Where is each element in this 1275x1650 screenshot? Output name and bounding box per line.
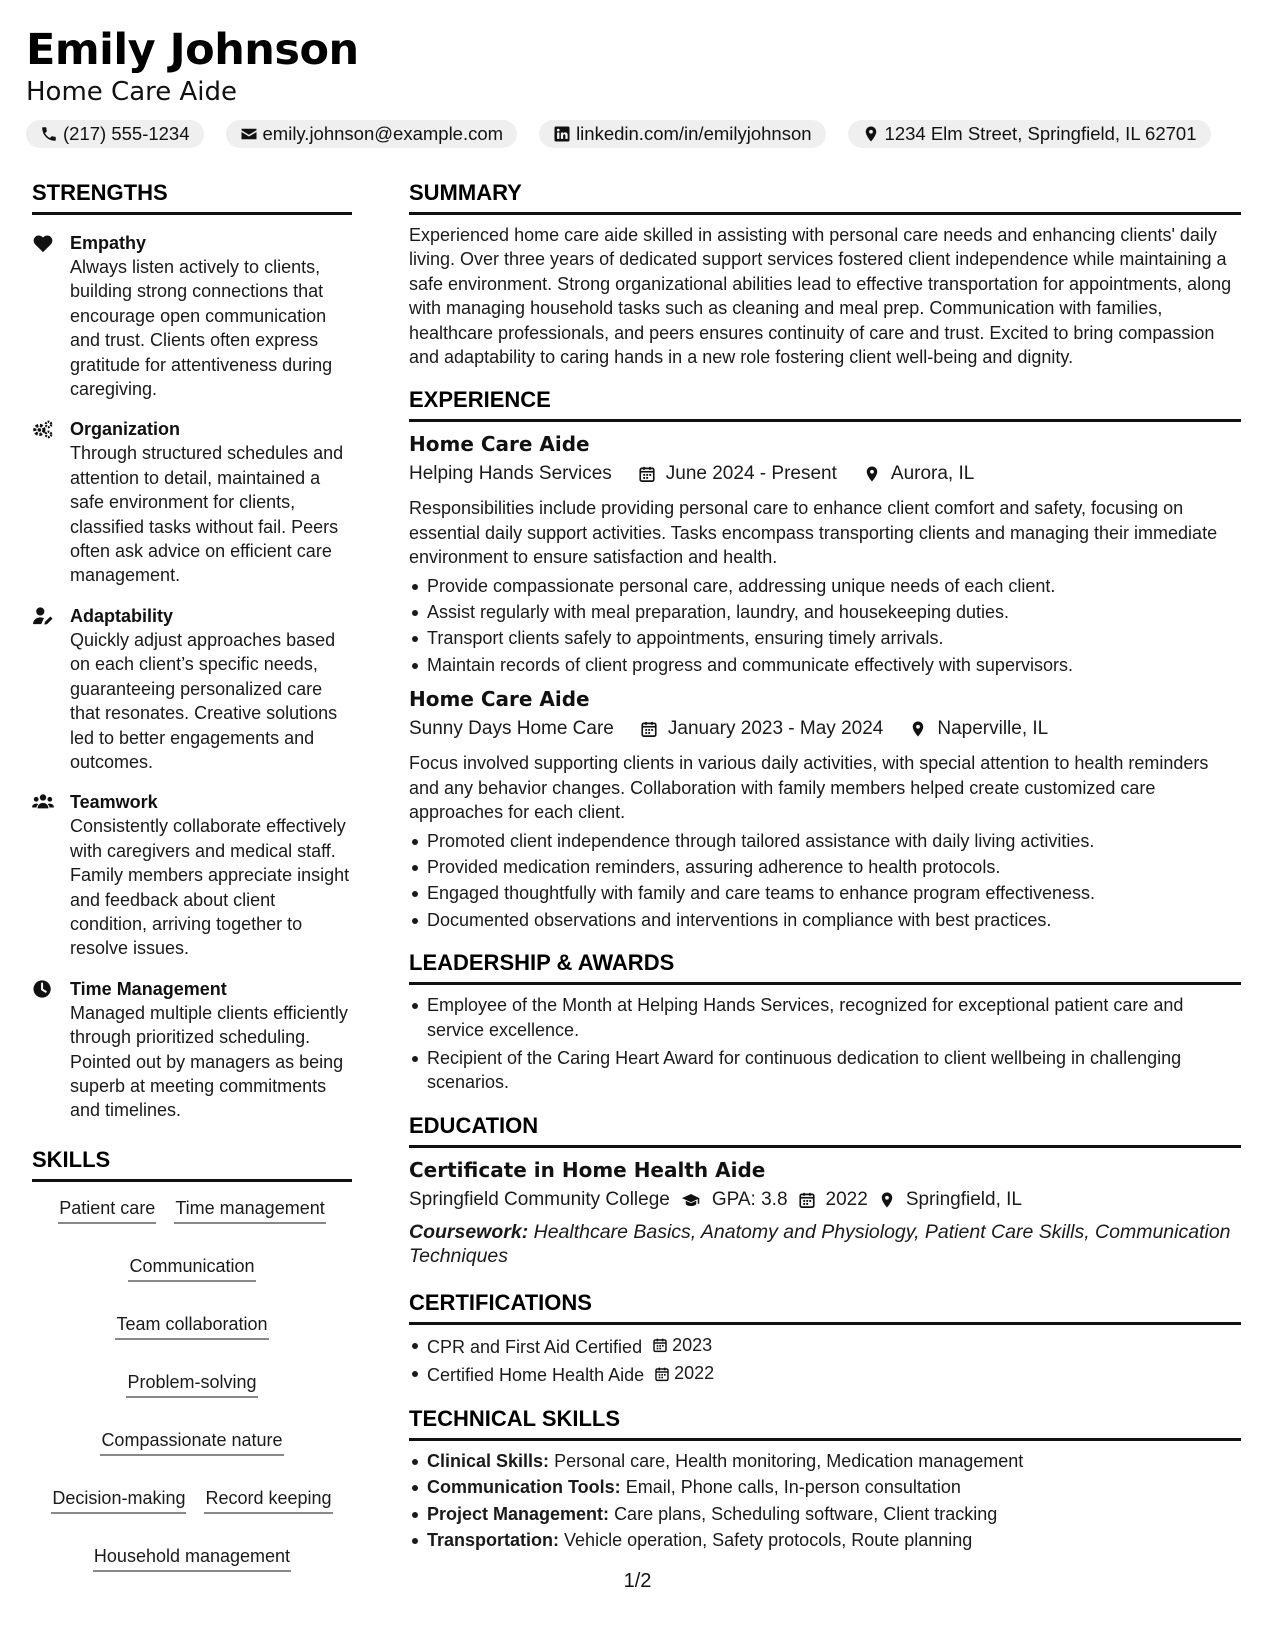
- job-location: Naperville, IL: [937, 718, 1049, 740]
- strength-item: [32, 417, 352, 587]
- strength-item: [32, 977, 352, 1123]
- graduation-cap-icon: [680, 1191, 702, 1209]
- map-pin-icon: [909, 720, 927, 738]
- certification-item: [409, 1333, 1241, 1360]
- award-item: Employee of the Month at Helping Hands Services, recognized for exceptional patient care and service excellence.: [409, 993, 1241, 1042]
- strength-title: Empathy: [70, 233, 147, 253]
- skill-tag: Problem-solving: [126, 1368, 257, 1398]
- contact-email[interactable]: [226, 120, 518, 148]
- strength-item: [32, 790, 352, 960]
- job-location: Aurora, IL: [890, 463, 975, 485]
- job-company: Helping Hands Services: [409, 463, 612, 485]
- job-bullet: Provide compassionate personal care, addressing unique needs of each client.: [409, 574, 1241, 598]
- job-company: Sunny Days Home Care: [409, 718, 614, 740]
- job-bullet: Promoted client independence through tailored assistance with daily living activities.: [409, 829, 1241, 853]
- technical-skill-item: [409, 1449, 1241, 1473]
- technical-skill-value: Email, Phone calls, In-person consultation: [625, 1477, 961, 1498]
- page-number: 1/2: [623, 1570, 652, 1592]
- gpa: GPA: 3.8: [711, 1188, 788, 1210]
- education-heading: EDUCATION: [409, 1113, 1241, 1148]
- phone-icon: [40, 125, 58, 143]
- certifications-heading: CERTIFICATIONS: [409, 1290, 1241, 1325]
- certification-item: [409, 1361, 1241, 1388]
- job-bullet: Transport clients safely to appointments, ensuring timely arrivals.: [409, 626, 1241, 650]
- summary-heading: SUMMARY: [409, 180, 1241, 215]
- certification-name: Certified Home Health Aide: [427, 1365, 645, 1386]
- technical-skill-value: Personal care, Health monitoring, Medication management: [554, 1450, 1024, 1471]
- map-pin-icon: [863, 465, 881, 483]
- technical-skill-value: Vehicle operation, Safety protocols, Route planning: [564, 1530, 973, 1551]
- skill-tag: Team collaboration: [115, 1310, 268, 1340]
- certification-name: CPR and First Aid Certified: [427, 1336, 643, 1357]
- skill-tag: Household management: [93, 1542, 291, 1572]
- candidate-role: Home Care Aide: [26, 77, 238, 107]
- job-bullet: Provided medication reminders, assuring adherence to health protocols.: [409, 855, 1241, 879]
- job-bullet: Maintain records of client progress and communicate effectively with supervisors.: [409, 653, 1241, 677]
- job-description: Focus involved supporting clients in various daily activities, with special attention to health reminders and any behavior changes. Collaboration with family members helped create customized care approaches for each client.: [409, 753, 1209, 823]
- right-column: [409, 180, 1241, 1553]
- job-entry: [409, 685, 1241, 932]
- technical-skill-label: Communication Tools:: [427, 1477, 621, 1498]
- job-bullets: [409, 829, 1241, 933]
- strength-title: Teamwork: [70, 792, 158, 813]
- contact-bar: [26, 120, 1250, 148]
- strength-title: Adaptability: [70, 605, 174, 626]
- email-text: emily.johnson@example.com: [262, 123, 504, 144]
- job-title: Home Care Aide: [409, 687, 590, 712]
- strength-item: [32, 604, 352, 774]
- contact-phone[interactable]: [26, 120, 204, 148]
- heart-icon: [32, 233, 54, 253]
- left-column: [32, 180, 352, 1572]
- calendar-icon: [652, 1337, 668, 1353]
- technical-skills-list: [409, 1449, 1241, 1553]
- job-dates: June 2024 - Present: [665, 463, 837, 485]
- skill-tag: Record keeping: [204, 1484, 332, 1514]
- contact-address: [848, 120, 1211, 148]
- skill-tag: Time management: [174, 1194, 325, 1224]
- strength-title: Time Management: [70, 978, 227, 999]
- job-bullets: [409, 574, 1241, 678]
- calendar-icon: [638, 465, 656, 483]
- map-pin-icon: [878, 1191, 896, 1209]
- phone-text: (217) 555-1234: [63, 123, 190, 144]
- coursework-text: Healthcare Basics, Anatomy and Physiology, Patient Care Skills, Communication Techniques: [409, 1220, 1231, 1267]
- technical-skill-value: Care plans, Scheduling software, Client tracking: [614, 1503, 998, 1524]
- school-name: Springfield Community College: [409, 1188, 670, 1210]
- skill-tag: Compassionate nature: [100, 1426, 283, 1456]
- certification-year: 2023: [672, 1334, 713, 1355]
- strength-desc: Managed multiple clients efficiently through prioritized scheduling. Pointed out by managers as being superb at meeting commitments and timelines.: [70, 1002, 348, 1121]
- skill-tag: Patient care: [58, 1194, 156, 1224]
- linkedin-text: linkedin.com/in/emilyjohnson: [576, 123, 812, 144]
- job-bullet: Assist regularly with meal preparation, laundry, and housekeeping duties.: [409, 600, 1241, 624]
- technical-skill-label: Transportation:: [427, 1530, 560, 1551]
- job-dates: January 2023 - May 2024: [667, 718, 884, 740]
- contact-linkedin[interactable]: [539, 120, 825, 148]
- calendar-icon: [654, 1366, 670, 1382]
- job-description: Responsibilities include providing personal care to enhance client comfort and safety, focusing on essential daily support activities. Tasks encompass transporting clients and managing their immediate environment to ensure satisfaction and health.: [409, 498, 1218, 568]
- graduation-year: 2022: [825, 1188, 868, 1210]
- linkedin-icon: [553, 125, 571, 143]
- job-bullet: Engaged thoughtfully with family and care teams to enhance program effectiveness.: [409, 881, 1241, 905]
- skills-heading: SKILLS: [32, 1147, 352, 1182]
- technical-skills-heading: TECHNICAL SKILLS: [409, 1406, 1241, 1441]
- resume-header: [26, 26, 1250, 148]
- gears-icon: [32, 419, 54, 439]
- certifications-list: [409, 1333, 1241, 1388]
- job-meta: [409, 715, 1241, 743]
- candidate-name: Emily Johnson: [26, 25, 359, 75]
- summary-text: Experienced home care aide skilled in assisting with personal care needs and enhancing clients' daily living. Over three years of dedicated support services fostered client independence while maintaining a safe environment. Strong organizational abilities lead to effective transportation for appointments, along with managing household tasks such as cleaning and meal prep. Communication with families, healthcare professionals, and peers ensures continuity of care and trust. Excited to bring compassion and adaptability to caring hands in a new role fostering client well-being and dignity.: [409, 225, 1232, 368]
- awards-list: [409, 993, 1241, 1095]
- address-text: 1234 Elm Street, Springfield, IL 62701: [884, 123, 1197, 144]
- strength-desc: Quickly adjust approaches based on each client’s specific needs, guaranteeing personalized care that resonates. Creative solutions led to better engagements and outcomes.: [70, 629, 338, 772]
- envelope-icon: [240, 125, 258, 143]
- strength-desc: Through structured schedules and attention to detail, maintained a safe environment for clients, classified tasks without fail. Peers often ask advice on efficient care management.: [70, 443, 344, 586]
- education-meta: [409, 1186, 1241, 1214]
- users-icon: [32, 792, 54, 812]
- strength-item: [32, 231, 352, 401]
- school-location: Springfield, IL: [905, 1188, 1022, 1210]
- job-title: Home Care Aide: [409, 432, 590, 457]
- certification-year: 2022: [674, 1363, 715, 1384]
- technical-skill-item: [409, 1528, 1241, 1552]
- user-edit-icon: [32, 606, 54, 626]
- technical-skill-label: Clinical Skills:: [427, 1450, 550, 1471]
- clock-icon: [32, 979, 54, 999]
- skill-tag: Decision-making: [51, 1484, 186, 1514]
- job-meta: [409, 460, 1241, 488]
- leadership-heading: LEADERSHIP & AWARDS: [409, 950, 1241, 985]
- coursework: [409, 1220, 1241, 1268]
- degree-title: Certificate in Home Health Aide: [409, 1157, 766, 1182]
- calendar-icon: [798, 1191, 816, 1209]
- strength-desc: Always listen actively to clients, building strong connections that encourage open communication and trust. Clients often express gratitude for attentiveness during caregiving.: [70, 257, 333, 400]
- strengths-heading: STRENGTHS: [32, 180, 352, 215]
- technical-skill-item: [409, 1475, 1241, 1499]
- calendar-icon: [640, 720, 658, 738]
- strength-desc: Consistently collaborate effectively with caregivers and medical staff. Family members appreciate insight and feedback about client condition, arriving together to resolve issues.: [70, 816, 350, 959]
- job-entry: [409, 430, 1241, 677]
- map-pin-icon: [862, 125, 880, 143]
- strength-title: Organization: [70, 419, 181, 440]
- job-bullet: Documented observations and interventions in compliance with best practices.: [409, 908, 1241, 932]
- skill-tag: Communication: [128, 1252, 255, 1282]
- technical-skill-item: [409, 1502, 1241, 1526]
- experience-heading: EXPERIENCE: [409, 387, 1241, 422]
- coursework-label: Coursework:: [409, 1220, 529, 1243]
- technical-skill-label: Project Management:: [427, 1503, 610, 1524]
- award-item: Recipient of the Caring Heart Award for continuous dedication to client wellbeing in challenging scenarios.: [409, 1046, 1241, 1095]
- skills-list: [32, 1194, 352, 1572]
